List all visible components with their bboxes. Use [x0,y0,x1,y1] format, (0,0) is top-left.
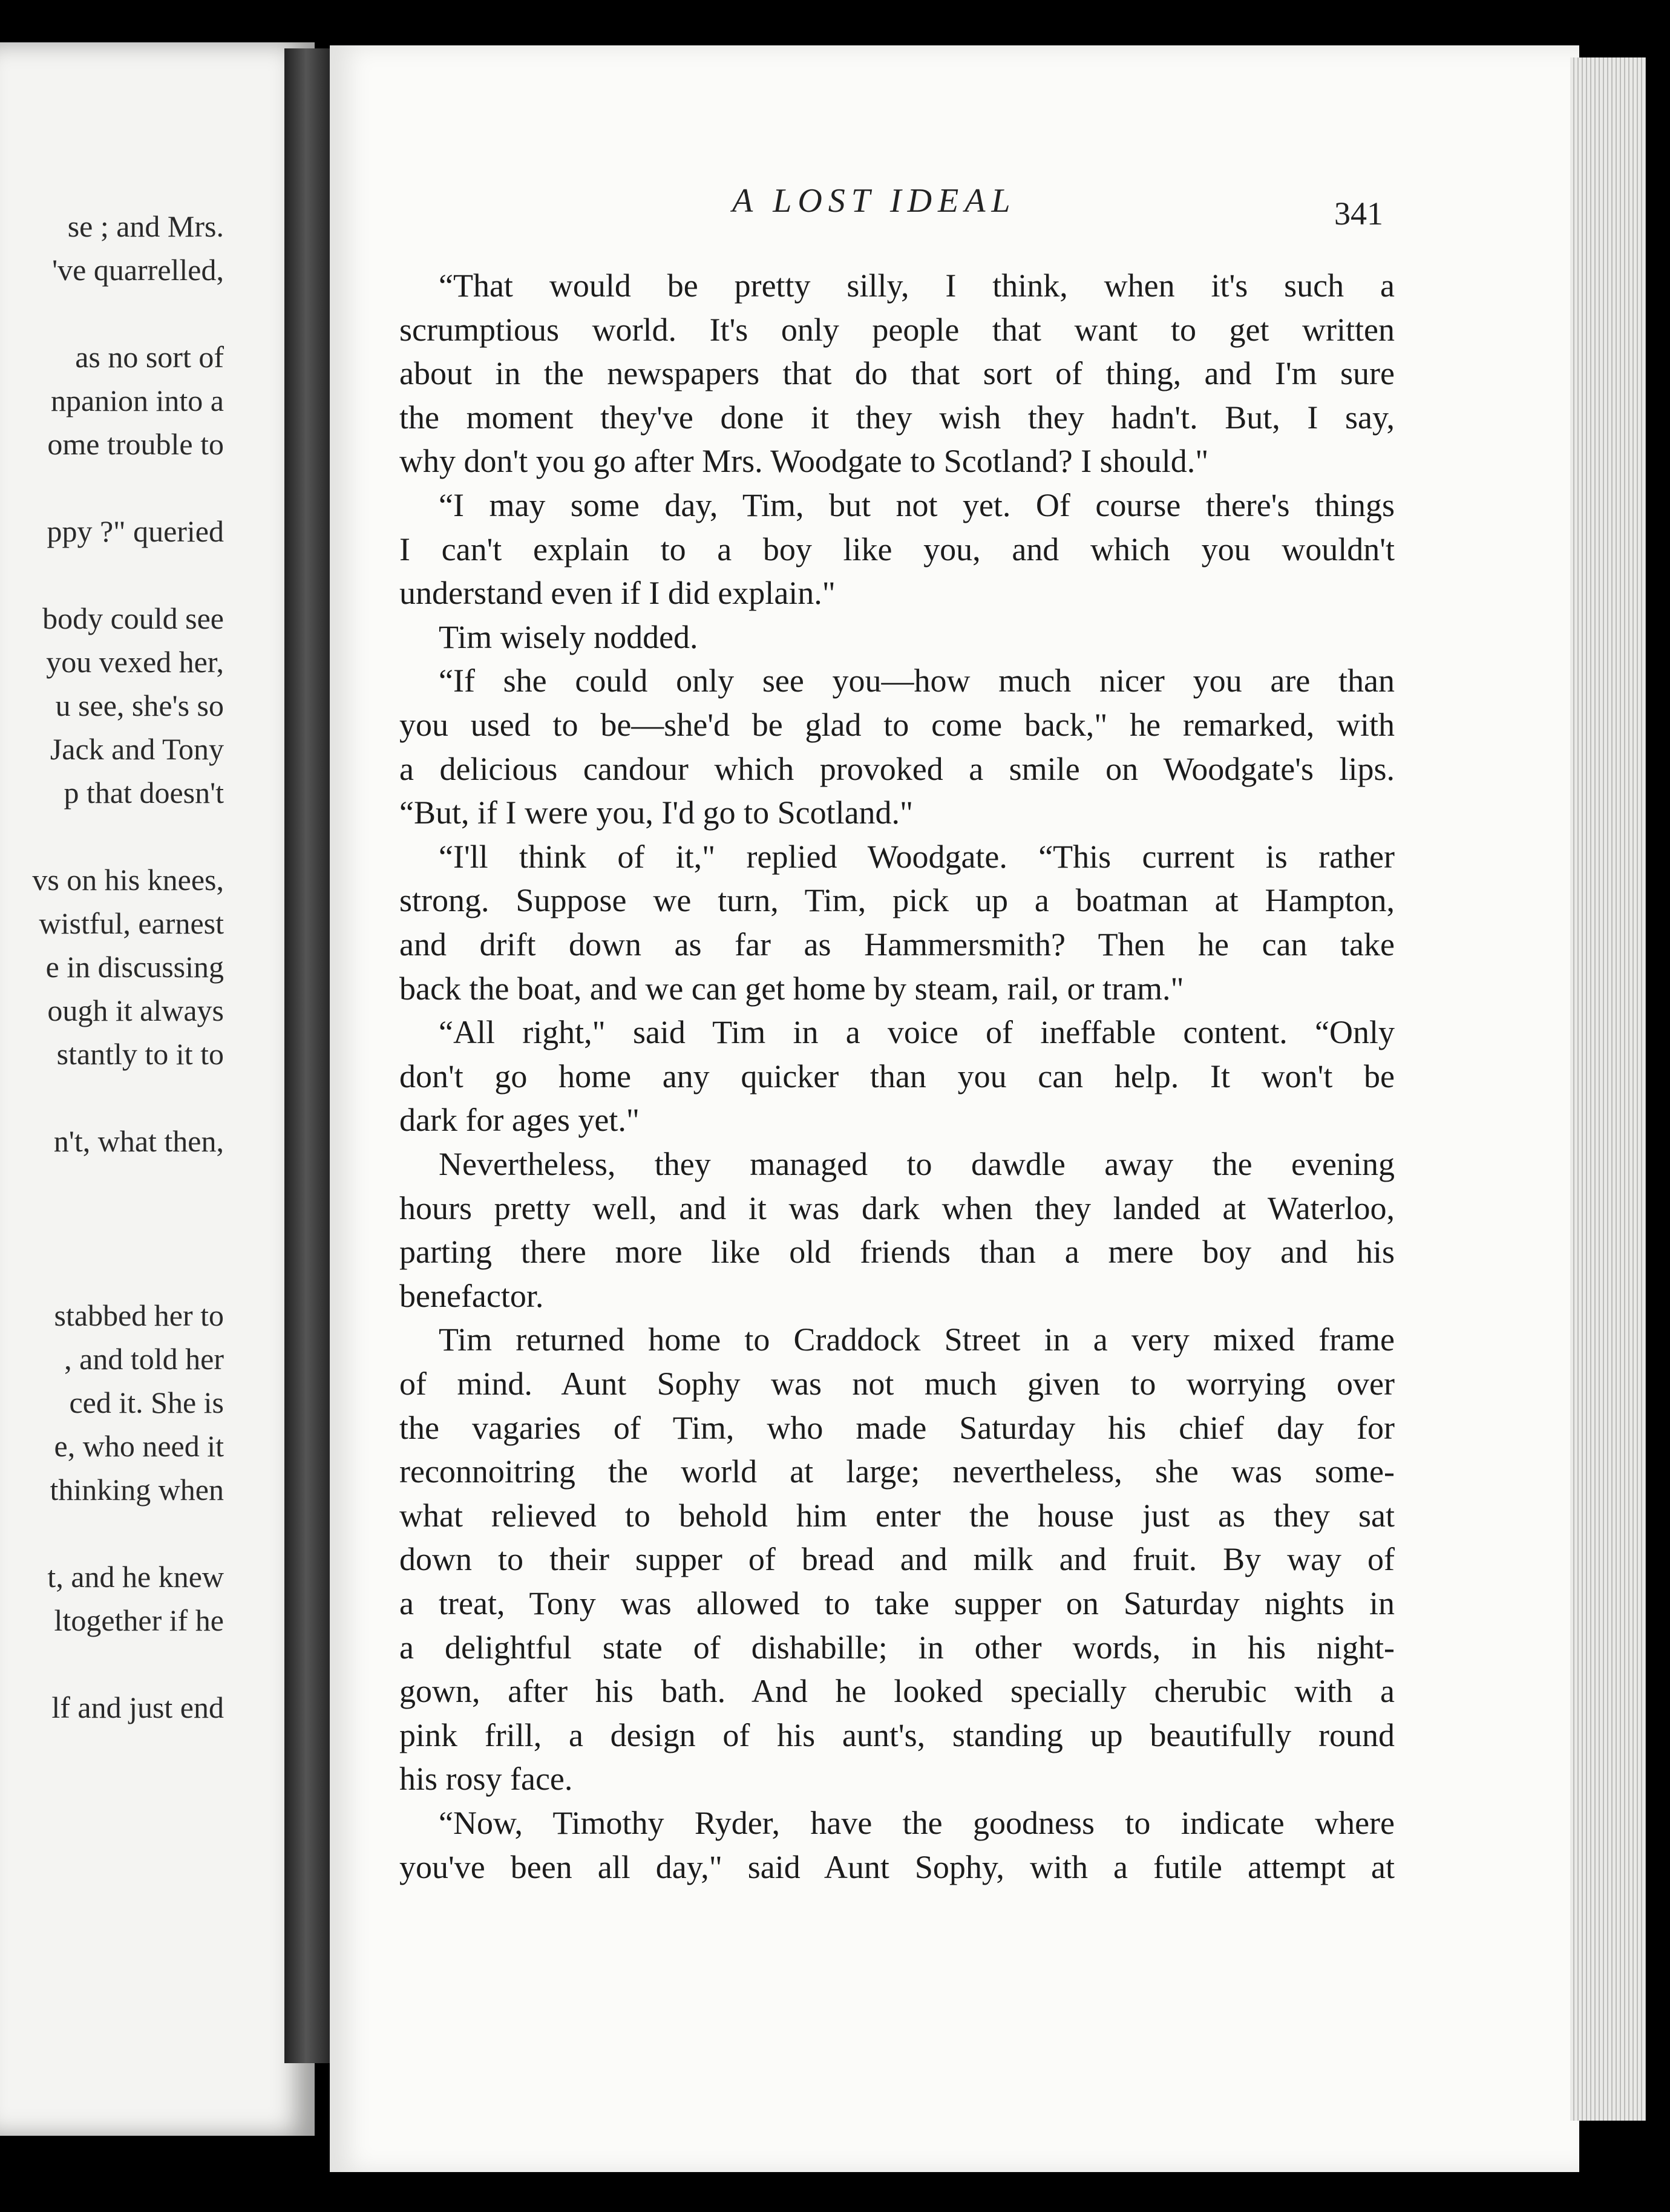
body-text-line: Tim returned home to Craddock Street in a very mixed frame [439,1321,1395,1358]
body-text-line: understand even if I did explain." [399,575,836,611]
left-page-line: as no sort of [75,340,224,374]
left-page [0,42,315,2136]
body-text-line: “If she could only see you—how much nicer you are than [439,663,1395,699]
left-page-line: t, and he knew [47,1560,224,1594]
body-text-line: strong. Suppose we turn, Tim, pick up a boatman at Hampton, [399,882,1395,918]
body-text-line: a treat, Tony was allowed to take supper on Saturday nights in [399,1585,1395,1621]
body-text-line: I can't explain to a boy like you, and which you wouldn't [399,531,1395,568]
left-page-line: ltogether if he [54,1603,224,1637]
left-page-line: you vexed her, [46,645,224,679]
left-page-line: ced it. She is [69,1386,224,1419]
body-text-line: Nevertheless, they managed to dawdle away the evening [439,1146,1395,1182]
left-page-line: npanion into a [50,384,224,417]
body-text-line: “But, if I were you, I'd go to Scotland." [399,794,914,831]
body-text-line: “I may some day, Tim, but not yet. Of course there's things [439,487,1395,523]
body-text-line: pink frill, a design of his aunt's, standing up beautifully round [399,1717,1395,1753]
body-text-line: you've been all day," said Aunt Sophy, with a futile attempt at [399,1849,1395,1885]
body-text-line: the vagaries of Tim, who made Saturday his chief day for [399,1410,1395,1446]
left-page-line: body could see [42,601,224,635]
left-page-line: ppy ?" queried [47,514,224,548]
body-text-line: the moment they've done it they wish they hadn't. But, I say, [399,399,1395,436]
left-page-line: u see, she's so [55,689,224,722]
body-text-line: Tim wisely nodded. [439,619,698,655]
body-text-line: of mind. Aunt Sophy was not much given to worrying over [399,1366,1395,1402]
left-page-line: vs on his knees, [32,863,224,897]
body-text-line: dark for ages yet." [399,1102,640,1138]
left-page-line: e, who need it [54,1429,224,1463]
left-page-line: stabbed her to [54,1298,224,1332]
body-text-line: scrumptious world. It's only people that want to get written [399,312,1395,348]
left-page-line: ome trouble to [47,427,224,461]
body-text-line: “Now, Timothy Ryder, have the goodness to indicate where [439,1805,1395,1841]
body-text-line: reconnoitring the world at large; nevertheless, she was some- [399,1453,1395,1490]
body-text-line: back the boat, and we can get home by steam, rail, or tram." [399,970,1184,1007]
body-text-line: parting there more like old friends than a mere boy and his [399,1234,1395,1270]
left-page-line: Jack and Tony [50,732,224,766]
left-page-line: stantly to it to [56,1037,224,1071]
page-number: 341 [1334,195,1383,232]
body-text-line: hours pretty well, and it was dark when they landed at Waterloo, [399,1190,1395,1226]
body-text-line: down to their supper of bread and milk and fruit. By way of [399,1541,1395,1577]
body-text-line: why don't you go after Mrs. Woodgate to Scotland? I should." [399,443,1209,479]
body-text-line: and drift down as far as Hammersmith? Then he can take [399,926,1395,963]
body-text-line: a delightful state of dishabille; in other words, in his night- [399,1629,1395,1666]
left-page-line: thinking when [50,1473,224,1507]
left-page-line: p that doesn't [64,776,224,810]
body-text-line: what relieved to behold him enter the house just as they sat [399,1497,1395,1534]
book-gutter [284,48,333,2063]
left-page-line: 've quarrelled, [52,253,224,287]
body-text-line: benefactor. [399,1278,544,1314]
left-page-line: lf and just end [51,1690,224,1724]
body-text-line: a delicious candour which provoked a smile on Woodgate's lips. [399,751,1395,787]
body-text-line: “I'll think of it," replied Woodgate. “This current is rather [439,839,1395,875]
running-head: A LOST IDEAL [732,182,1017,220]
page-edges [1570,57,1646,2121]
body-text-line: about in the newspapers that do that sort of thing, and I'm sure [399,355,1395,391]
body-text-line: “That would be pretty silly, I think, when it's such a [439,267,1395,304]
body-text-line: you used to be—she'd be glad to come back," he remarked, with [399,707,1395,743]
body-text-line: don't go home any quicker than you can help. It won't be [399,1058,1395,1095]
body-text-line: his rosy face. [399,1761,573,1797]
left-page-line: , and told her [64,1342,224,1376]
left-page-line: wistful, earnest [39,906,224,940]
body-text-line: gown, after his bath. And he looked specially cherubic with a [399,1673,1395,1709]
left-page-line: n't, what then, [53,1124,224,1158]
left-page-line: se ; and Mrs. [67,209,224,243]
body-text-line: “All right," said Tim in a voice of ineffable content. “Only [439,1014,1395,1050]
left-page-line: e in discussing [45,950,224,984]
left-page-line: ough it always [47,993,224,1027]
